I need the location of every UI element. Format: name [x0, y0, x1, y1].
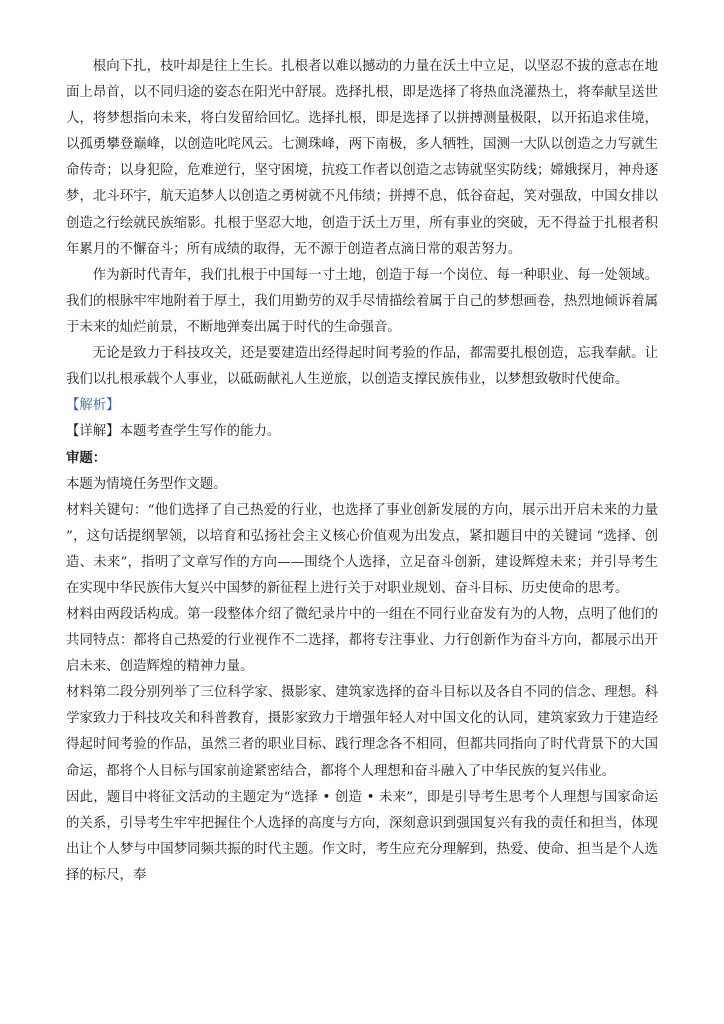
analysis-line: 材料关键句：“他们选择了自己热爱的行业，也选择了事业创新发展的方向，展示出开启未来的力量 ”，这句话提纲挈领，以培育和弘扬社会主义核心价值观为出发点，紧扣题目中的关键词 “选择、创造、未来”，指明了文章写作的方向——围绕个人选择，立足奋斗创新，建设辉煌未来；并引导考生在实现中华民族伟大复兴中国梦的新征程上进行关于对职业规划、奋斗目标、历史使命的思考。: [66, 502, 658, 596]
essay-paragraph-1: 根向下扎，枝叶却是往上生长。扎根者以难以撼动的力量在沃土中立足，以坚忍不拔的意志在地面上昂首，以不同归途的姿态在阳光中舒展。选择扎根，即是选择了将热血浇灌热土，将奉献呈送世人，将梦想指向未来，将白发留给回忆。选择扎根，即是选择了以拼搏测量极限，以开拓追求佳境，以孤勇攀登巅峰，以创造叱咤风云。七测珠峰，两下南极，多人牺牲，国测一大队以创造之力写就生命传奇；以身犯险，危难逆行，坚守困境，抗疫工作者以创造之志铸就坚实防线；嫦娥探月，神舟逐梦，北斗环宇，航天追梦人以创造之勇树就不凡伟绩；拼搏不息，低谷奋起，笑对强敌，中国女排以创造之行绘就民族缩影。扎根于坚忍大地，创造于沃土万里，所有事业的突破，无不得益于扎根者积年累月的不懈奋斗；所有成绩的取得，无不源于创造者点滴日常的艰苦努力。: [66, 59, 658, 257]
analysis-line: 材料第二段分别列举了三位科学家、摄影家、建筑家选择的奋斗目标以及各自不同的信念、理想。科学家致力于科技攻关和科普教育，摄影家致力于增强年轻人对中国文化的认同，建筑家致力于建造经得起时间考验的作品，虽然三者的职业目标、践行理念各不相同，但都共同指向了时代背景下的大国命运，都将个人目标与国家前途紧密结合，都将个人理想和奋斗融入了中华民族的复兴伟业。: [66, 685, 658, 779]
analysis-line: 本题为情境任务型作文题。: [66, 476, 227, 492]
review-label: 审题：: [66, 450, 107, 467]
essay-paragraph-3: 无论是致力于科技攻关，还是要建造出经得起时间考验的作品，都需要扎根创造，忘我奉献。让我们以扎根承载个人事业，以砥砺献礼人生逆旅，以创造支撑民族伟业，以梦想致敬时代使命。: [66, 346, 658, 388]
analysis-tag: 【解析】: [66, 398, 120, 414]
analysis-detail: 【详解】本题考查学生写作的能力。: [66, 424, 281, 440]
document-page: [66, 54, 658, 889]
essay-paragraph-2: 作为新时代青年，我们扎根于中国每一寸土地，创造于每一个岗位、每一种职业、每一处领域。我们的根脉牢牢地附着于厚土，我们用勤劳的双手尽情描绘着属于自己的梦想画卷，热烈地倾诉着属于未来的灿烂前景，不断地弹奏出属于时代的生命强音。: [66, 267, 658, 335]
analysis-line: 因此，题目中将征文活动的主题定为“选择 • 创造 • 未来”，即是引导考生思考个人理想与国家命运的关系，引导考生牢牢把握住个人选择的高度与方向，深刻意识到强国复兴有我的责任和担当，体现出让个人梦与中国梦同频共振的时代主题。作文时，考生应充分理解到，热爱、使命、担当是个人选择的标尺，奉: [66, 789, 658, 883]
analysis-line: 材料由两段话构成。第一段整体介绍了微纪录片中的一组在不同行业奋发有为的人物，点明了他们的共同特点：都将自己热爱的行业视作不二选择，都将专注事业、力行创新作为奋斗方向，都展示出开启未来、创造辉煌的精神力量。: [66, 606, 658, 675]
